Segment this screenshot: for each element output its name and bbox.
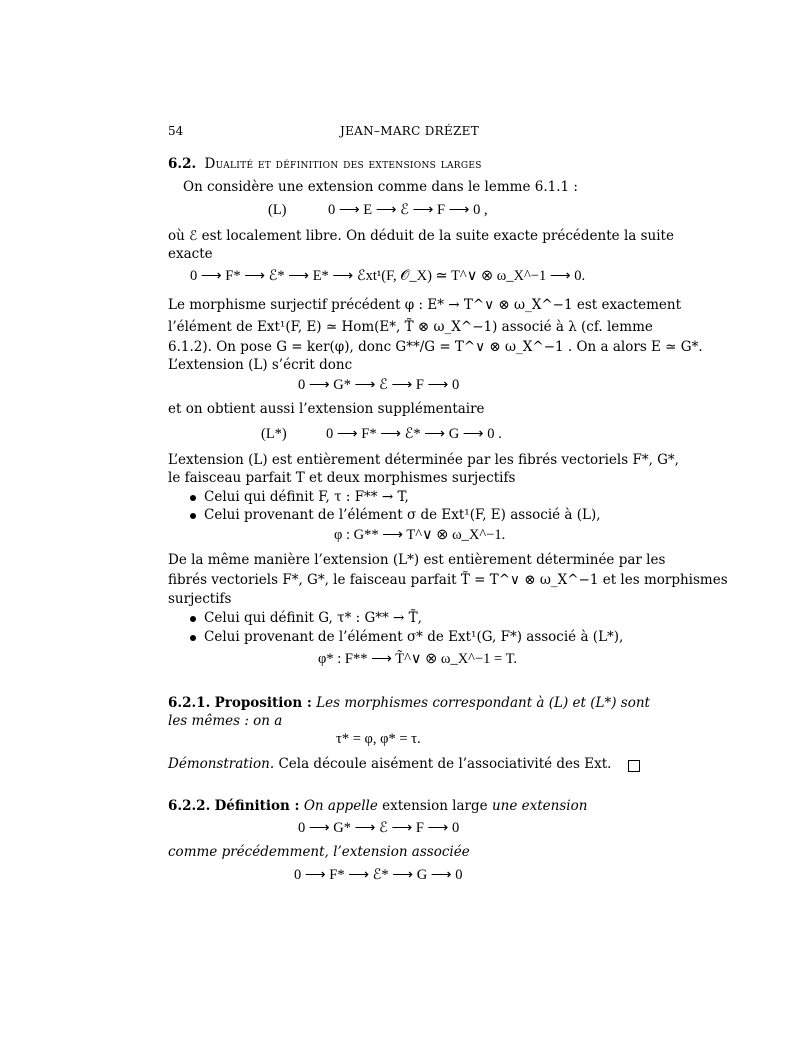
proposition-text: Les morphismes correspondant à (L) et (L*) sont (316, 695, 650, 711)
proposition-number: 6.2.1. (168, 695, 211, 711)
definition-number: 6.2.2. (168, 798, 211, 814)
equation-L: 0 ⟶ E ⟶ ℰ ⟶ F ⟶ 0 , (328, 202, 488, 218)
paragraph-3-line-3: 6.1.2). On pose G = ker(φ), donc G**/G = T^∨ ⊗ ω_X^−1 . On a alors E ≃ G*. (168, 339, 703, 355)
bullet-icon (190, 635, 196, 641)
definition-term: extension large (382, 798, 488, 814)
definition-equation-1: 0 ⟶ G* ⟶ ℰ ⟶ F ⟶ 0 (298, 820, 460, 836)
paragraph-intro: On considère une extension comme dans le lemme 6.1.1 : (183, 179, 578, 195)
page-number: 54 (168, 124, 184, 138)
bullet-icon (190, 495, 196, 501)
demonstration-text: Cela découle aisément de l’associativité des Ext. (278, 756, 612, 772)
paragraph-3-line-4: L’extension (L) s’écrit donc (168, 357, 353, 373)
paragraph-6-line-3: surjectifs (168, 591, 232, 607)
paragraph-2-line-1: où ℰ est localement libre. On déduit de la suite exacte précédente la suite (168, 228, 674, 244)
bullet-icon (190, 616, 196, 622)
bullet-item-3: Celui qui définit G, τ* : G** → T̃, (190, 609, 422, 627)
proposition-line-1 (168, 694, 650, 712)
running-title: JEAN–MARC DRÉZET (340, 124, 480, 138)
proposition-title: Proposition : (214, 695, 312, 711)
equation-label-L: (L) (268, 202, 287, 218)
paragraph-3-line-1: Le morphisme surjectif précédent φ : E* → T^∨ ⊗ ω_X^−1 est exactement (168, 297, 682, 313)
bullet-icon (190, 513, 196, 519)
paragraph-5-line-1: L’extension (L) est entièrement déterminée par les fibrés vectoriels F*, G*, (168, 452, 679, 468)
proposition-line-2: les mêmes : on a (168, 713, 283, 729)
equation-Lstar: 0 ⟶ F* ⟶ ℰ* ⟶ G ⟶ 0 . (326, 426, 502, 442)
paragraph-6-line-2: fibrés vectoriels F*, G*, le faisceau parfait T̃ = T^∨ ⊗ ω_X^−1 et les morphismes (168, 572, 728, 588)
bullet-item-2: Celui provenant de l’élément σ de Ext¹(F, E) associé à (L), (190, 506, 601, 524)
definition-equation-2: 0 ⟶ F* ⟶ ℰ* ⟶ G ⟶ 0 (294, 867, 463, 883)
paragraph-3-line-2: l’élément de Ext¹(F, E) ≃ Hom(E*, T̃ ⊗ ω_X^−1) associé à λ (cf. lemme (168, 319, 653, 335)
paragraph-2-line-2: exacte (168, 246, 213, 262)
paragraph-5-line-2: le faisceau parfait T et deux morphismes surjectifs (168, 470, 516, 486)
section-number: 6.2. (168, 156, 197, 172)
definition-text-after: une extension (491, 798, 588, 814)
equation-phi-star: φ* : F** ⟶ T̃^∨ ⊗ ω_X^−1 = T. (318, 651, 517, 667)
demonstration (168, 755, 611, 773)
paragraph-6-line-1: De la même manière l’extension (L*) est entièrement déterminée par les (168, 552, 666, 568)
equation-label-Lstar: (L*) (261, 426, 287, 442)
definition-line-2: comme précédemment, l’extension associée (168, 844, 470, 860)
equation-dual-sequence: 0 ⟶ F* ⟶ ℰ* ⟶ E* ⟶ ℰxt¹(F, 𝒪_X) ≃ T^∨ ⊗ ω_X^−1 ⟶ 0. (190, 268, 586, 284)
definition-line-1 (168, 797, 587, 815)
bullet-item-4: Celui provenant de l’élément σ* de Ext¹(G, F*) associé à (L*), (190, 628, 623, 646)
demonstration-label: Démonstration. (168, 756, 275, 772)
section-title: Dualité et définition des extensions larges (204, 156, 482, 172)
paragraph-4: et on obtient aussi l’extension supplémentaire (168, 401, 485, 417)
equation-phi: φ : G** ⟶ T^∨ ⊗ ω_X^−1. (334, 527, 506, 543)
proposition-equation: τ* = φ, φ* = τ. (336, 731, 421, 747)
equation-G-sequence: 0 ⟶ G* ⟶ ℰ ⟶ F ⟶ 0 (298, 377, 460, 393)
section-heading (168, 155, 482, 173)
bullet-item-1: Celui qui définit F, τ : F** → T, (190, 488, 409, 506)
definition-title: Définition : (214, 798, 300, 814)
definition-text-before: On appelle (303, 798, 378, 814)
qed-box-icon (628, 757, 640, 776)
